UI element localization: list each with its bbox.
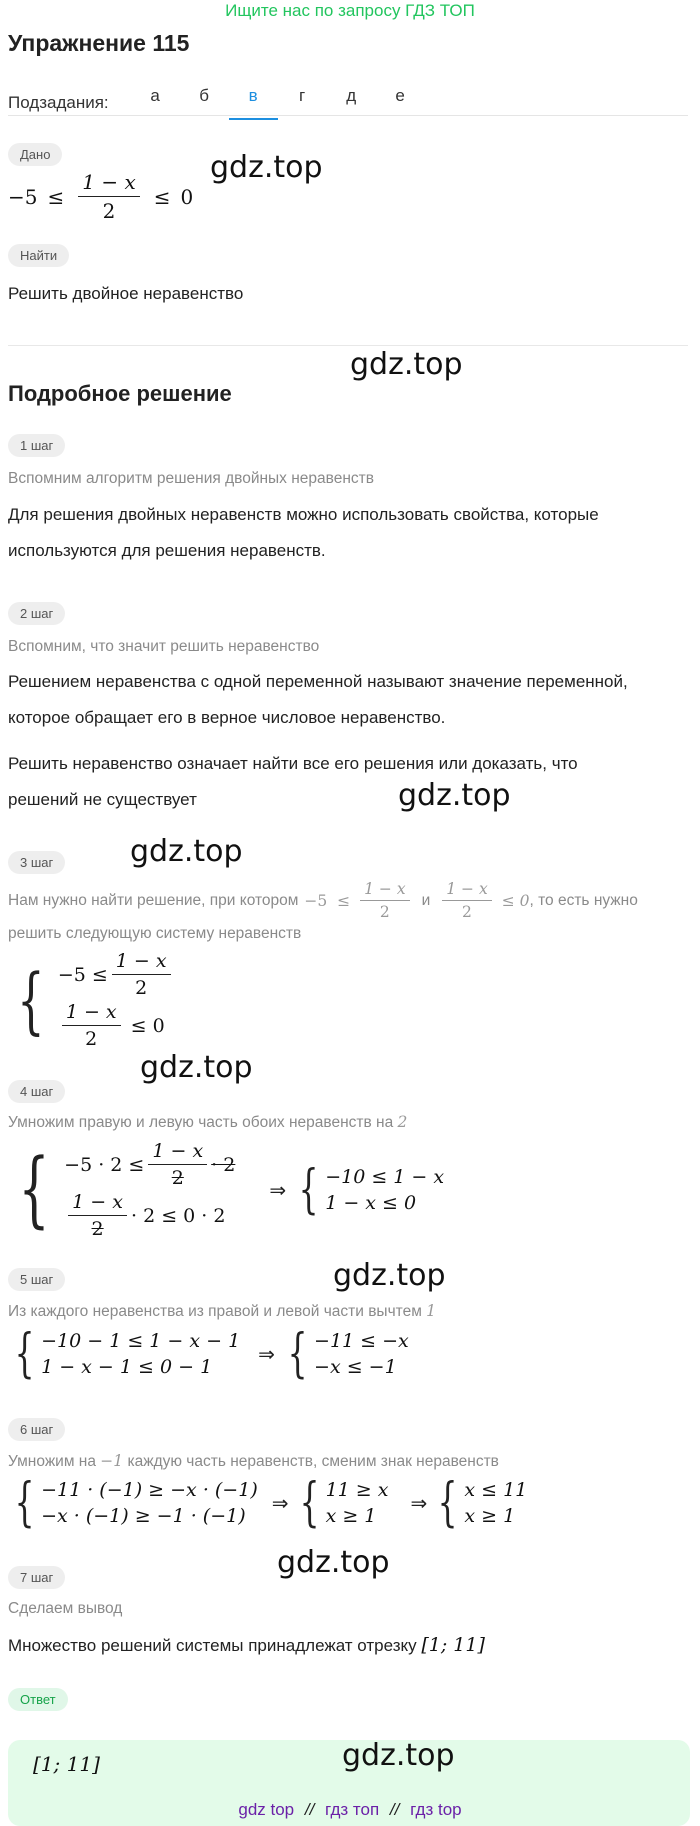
math-line: 1 − x ≤ 0 — [325, 1192, 417, 1214]
answer-badge: Ответ — [8, 1688, 68, 1711]
conclusion-interval: [1; 11] — [421, 1634, 485, 1656]
implies-arrow: ⇒ — [258, 1342, 275, 1366]
watermark: gdz.top — [398, 778, 511, 813]
brace: { — [298, 1160, 319, 1220]
math-line: −5 · 2 ≤ — [64, 1153, 145, 1176]
brace: { — [437, 1473, 458, 1533]
hint-text: Умножим правую и левую часть обоих неравенств на — [8, 1114, 394, 1131]
tab-g[interactable]: г — [299, 86, 306, 105]
hint-math: ≤ 0 — [501, 891, 530, 910]
given-badge: Дано — [8, 143, 62, 166]
math-line: −x · (−1) ≥ −1 · (−1) — [41, 1505, 246, 1527]
frac-den: 2 — [135, 977, 148, 999]
given-le-2: ≤ — [153, 184, 171, 209]
hint-frac-den: 2 — [379, 903, 390, 921]
footer-separator: // — [304, 1800, 315, 1819]
step-text: Решить неравенство означает найти все его решения или доказать, что — [8, 754, 578, 773]
tab-v[interactable]: в — [229, 86, 278, 120]
math-line: 1 − x − 1 ≤ 0 − 1 — [41, 1356, 213, 1378]
tabs-divider — [8, 115, 688, 116]
math-line: x ≤ 11 — [464, 1479, 528, 1501]
implies-arrow: ⇒ — [410, 1491, 428, 1515]
math-line: 11 ≥ x — [325, 1479, 389, 1501]
given-inequality — [8, 170, 193, 223]
frac-num: 1 − x — [112, 950, 171, 975]
step-badge: 3 шаг — [8, 851, 65, 874]
hint-text: Умножим на — [8, 1453, 96, 1470]
hint-frac-den: 2 — [462, 903, 472, 921]
hint-math: ≤ — [337, 891, 351, 910]
system-of-inequalities — [8, 1324, 409, 1384]
step-hint: Сделаем вывод — [8, 1600, 123, 1617]
step-hint: Вспомним алгоритм решения двойных неравенств — [8, 470, 374, 487]
hint-math: 2 — [397, 1113, 408, 1131]
frac-den: 2 — [85, 1028, 98, 1050]
hint-math: 1 — [426, 1302, 437, 1320]
footer-link-gdz-top[interactable]: gdz top — [238, 1800, 295, 1819]
section-divider — [8, 345, 688, 346]
frac-num: 1 − x — [148, 1140, 207, 1165]
answer-value: [1; 11] — [33, 1752, 100, 1776]
frac-num: 1 − x — [62, 1001, 121, 1026]
step-hint — [8, 1302, 436, 1321]
footer-separator: // — [389, 1800, 400, 1819]
brace: { — [17, 958, 45, 1042]
step-badge: 6 шаг — [8, 1418, 65, 1441]
watermark: gdz.top — [277, 1545, 390, 1580]
tab-e[interactable]: е — [395, 86, 405, 105]
step-text: Решением неравенства с одной переменной называют значение переменной, — [8, 672, 628, 691]
search-banner[interactable]: Ищите нас по запросу ГДЗ ТОП — [225, 1, 475, 20]
watermark: gdz.top — [342, 1738, 455, 1773]
step-hint: решить следующую систему неравенств — [8, 925, 302, 942]
tab-d[interactable]: д — [346, 86, 357, 105]
given-left: −5 — [8, 184, 38, 209]
math-line: · 2 — [211, 1153, 236, 1176]
watermark: gdz.top — [140, 1050, 253, 1085]
given-frac-den: 2 — [102, 199, 116, 223]
step-badge: 2 шаг — [8, 602, 65, 625]
brace: { — [18, 1142, 50, 1237]
system-of-inequalities — [8, 950, 175, 1050]
system-of-inequalities — [8, 1473, 528, 1533]
footer-link-gdz-top-ru[interactable]: гдз топ — [325, 1800, 380, 1819]
math-line: · 2 ≤ 0 · 2 — [130, 1204, 226, 1227]
step-text: используются для решения неравенств. — [8, 541, 326, 560]
system-of-inequalities — [8, 1140, 444, 1240]
hint-text: Нам нужно найти решение, при котором — [8, 891, 299, 909]
brace: { — [299, 1473, 319, 1533]
math-line: x ≥ 1 — [325, 1505, 377, 1527]
footer-links — [0, 1800, 700, 1820]
given-le-1: ≤ — [47, 184, 65, 209]
tab-b[interactable]: б — [199, 86, 210, 105]
implies-arrow: ⇒ — [271, 1491, 289, 1515]
implies-arrow: ⇒ — [269, 1178, 287, 1202]
given-frac-num: 1 − x — [78, 170, 139, 197]
math-line: −10 − 1 ≤ 1 − x − 1 — [41, 1330, 241, 1352]
frac-den: 2 — [171, 1167, 184, 1189]
math-line: x ≥ 1 — [464, 1505, 516, 1527]
hint-text: , то есть нужно — [529, 891, 638, 909]
footer-link-gdz-top-mixed[interactable]: гдз top — [410, 1800, 462, 1819]
find-text: Решить двойное неравенство — [8, 284, 244, 303]
page-title: Упражнение 115 — [8, 30, 190, 56]
frac-num: 1 − x — [68, 1191, 127, 1216]
subtasks-label: Подзадания: — [8, 93, 109, 112]
hint-frac-num: 1 − x — [442, 880, 491, 901]
brace: { — [14, 1473, 35, 1533]
frac-den: 2 — [91, 1218, 104, 1240]
given-right: 0 — [180, 184, 194, 209]
step-hint: Вспомним, что значит решить неравенство — [8, 638, 320, 655]
step-text: которое обращает его в верное числовое неравенство. — [8, 708, 446, 727]
step-text: Для решения двойных неравенств можно использовать свойства, которые — [8, 505, 599, 524]
hint-math: −1 — [100, 1452, 124, 1470]
math-line: −11 · (−1) ≥ −x · (−1) — [41, 1479, 258, 1501]
math-line: −5 ≤ — [57, 963, 108, 986]
watermark: gdz.top — [350, 347, 463, 382]
step-badge: 4 шаг — [8, 1080, 65, 1103]
hint-math: −5 — [304, 891, 328, 910]
conclusion-text: Множество решений системы принадлежат отрезку — [8, 1636, 417, 1655]
step-badge: 5 шаг — [8, 1268, 65, 1291]
hint-text: и — [421, 891, 431, 909]
step-badge: 7 шаг — [8, 1566, 65, 1589]
math-line: −11 ≤ −x — [314, 1330, 409, 1352]
watermark: gdz.top — [210, 150, 323, 185]
tab-a[interactable]: а — [150, 86, 160, 105]
watermark: gdz.top — [130, 834, 243, 869]
solution-title: Подробное решение — [8, 381, 232, 406]
math-line: −x ≤ −1 — [314, 1356, 397, 1378]
math-line: ≤ 0 — [130, 1014, 165, 1037]
hint-frac-num: 1 − x — [360, 880, 409, 901]
step-text — [8, 1627, 485, 1664]
hint-text: Из каждого неравенства из правой и левой части вычтем — [8, 1303, 422, 1320]
step-hint — [8, 880, 638, 921]
step-hint — [8, 1113, 407, 1132]
brace: { — [14, 1324, 35, 1384]
hint-text: каждую часть неравенств, сменим знак неравенств — [127, 1453, 499, 1470]
step-hint — [8, 1452, 499, 1471]
math-line: −10 ≤ 1 − x — [325, 1166, 445, 1188]
watermark: gdz.top — [333, 1258, 446, 1293]
brace: { — [287, 1324, 308, 1384]
step-badge: 1 шаг — [8, 434, 65, 457]
find-badge: Найти — [8, 244, 69, 267]
step-text: решений не существует — [8, 790, 197, 809]
